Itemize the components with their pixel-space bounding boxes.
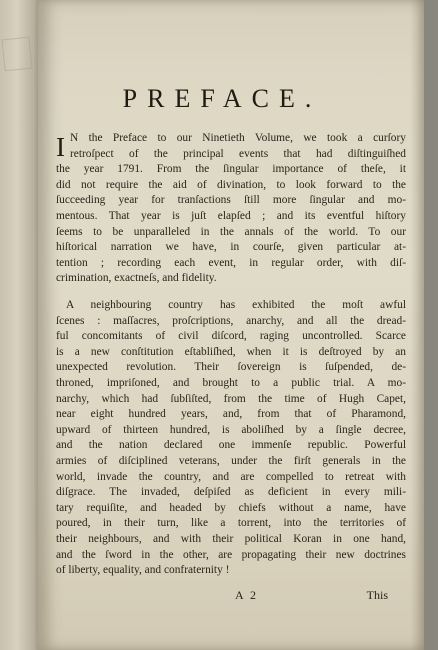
text-line: is a new conſtitution eſtabliſhed, when it is deſtroyed by an: [56, 345, 406, 358]
text-line: and the nation declared one immenſe republic. Powerful: [56, 439, 406, 452]
text-line: diſgrace. The invaded, deſpiſed as deficient in every mili-: [56, 486, 406, 499]
text-line: ſucceeding year for tranſactions ſtill more ſingular and mo-: [56, 194, 406, 207]
text-line: ſeems to be unparalleled in the annals of the world. To our: [56, 225, 406, 238]
text-line: of liberty, equality, and confraternity !: [56, 564, 230, 577]
text-line: ful concomitants of civil diſcord, raging uncontrolled. Scarce: [56, 330, 406, 343]
text-line: armies of diſciplined veterans, under the firſt generals in the: [56, 454, 406, 467]
paragraph-1: [56, 131, 406, 287]
text-line: narchy, which had ſubſiſted, from the time of Hugh Capet,: [56, 392, 406, 405]
text-line: mentous. That year is juſt elapſed ; and its eventful hiſtory: [56, 209, 406, 222]
text-line: and the ſword in the other, are propagating their new doctrines: [56, 548, 406, 561]
book-binding: [0, 0, 42, 650]
text-line: ſcenes : maſſacres, proſcriptions, anarchy, and all the dread-: [56, 314, 406, 327]
show-through-text: [188, 2, 418, 66]
text-line: did not require the aid of divination, to look forward to the: [56, 178, 406, 191]
catchword: This: [366, 588, 388, 602]
text-line: their neighbours, and with their political Koran in one hand,: [56, 532, 406, 545]
text-line: world, invade the country, and are compelled to retreat with: [56, 470, 406, 483]
drop-cap: I: [56, 132, 65, 162]
page-title: PREFACE.: [122, 84, 322, 113]
text-line: tary requiſite, and headed by chiefs without a name, have: [56, 501, 406, 514]
book-page: [38, 0, 424, 650]
text-line: unexpected revolution. Their ſovereign is ſuſpended, de-: [56, 361, 406, 374]
text-line: crimination, exactneſs, and fidelity.: [56, 272, 217, 285]
text-line: throned, impriſoned, and brought to a public trial. A mo-: [56, 376, 406, 389]
text-line: upward of thirteen hundred, is aboliſhed by a ſingle decree,: [56, 423, 406, 436]
paragraph-2: [56, 298, 406, 579]
text-line: retroſpect of the principal events that had diſtinguiſhed: [70, 147, 406, 160]
page-footer: [38, 588, 406, 606]
text-line: the year 1791. From the ſingular importance of theſe, it: [56, 163, 406, 176]
page-edge-shadow: [410, 0, 424, 650]
binding-stain: [1, 37, 32, 72]
text-line: N the Preface to our Ninetieth Volume, we took a curſory: [70, 132, 406, 144]
text-line: tention ; recording each event, in regular order, with diſ-: [56, 256, 406, 269]
text-line: near eight hundred years, and, from that of Pharamond,: [56, 408, 406, 421]
signature-mark: A 2: [235, 588, 259, 602]
text-line: poured, in their turn, like a torrent, into the territories of: [56, 517, 406, 530]
text-line: A neighbouring country has exhibited the moſt awful: [66, 299, 406, 311]
text-line: hiſtorical narration we have, in courſe, given particular at-: [56, 241, 406, 254]
